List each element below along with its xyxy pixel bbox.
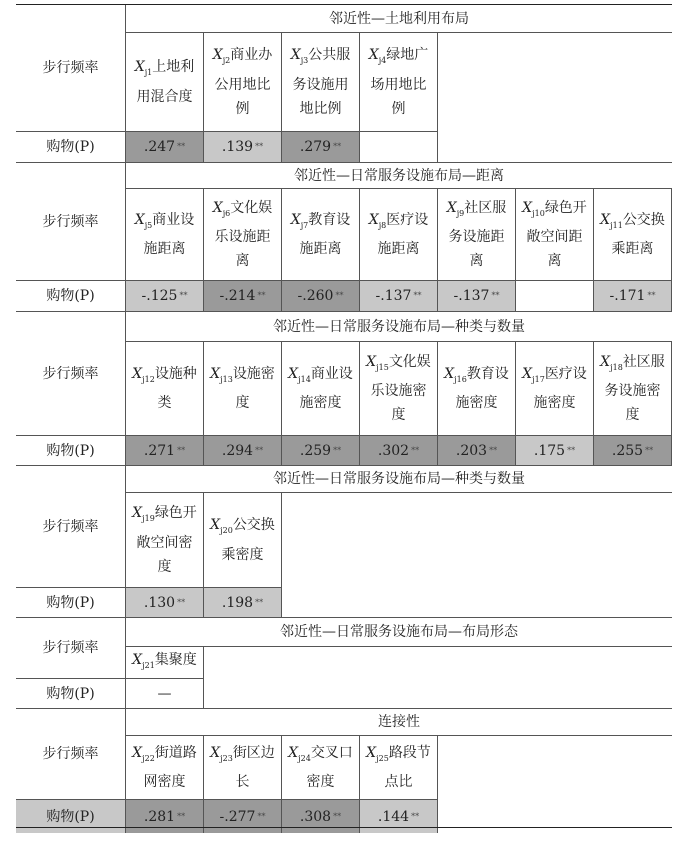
- row-label-shopping: 购物(P): [16, 132, 126, 162]
- variable-header-xj24: $X_{j24}$交叉口密度: [282, 736, 360, 800]
- section-3: [16, 311, 672, 465]
- value-cell-xj2: .139 **: [204, 132, 282, 162]
- value-cell-xj6: -.214 **: [204, 281, 282, 311]
- variable-header-xj17: $X_{j17}$医疗设施密度: [516, 342, 594, 436]
- section-5: [16, 617, 672, 708]
- section-1: [16, 4, 672, 162]
- value-cell-xj14: .259 **: [282, 436, 360, 465]
- value-cell-xj21: —: [126, 679, 204, 708]
- value-cell-xj22: .281 **: [126, 800, 204, 833]
- section-title: 邻近性—日常服务设施布局—布局形态: [126, 618, 672, 647]
- value-cell-xj15: .302 **: [360, 436, 438, 465]
- row-label-shopping: 购物(P): [16, 588, 126, 617]
- row-label-shopping: 购物(P): [16, 281, 126, 311]
- variable-header-xj20: $X_{j20}$公交换乘密度: [204, 493, 282, 588]
- variable-header-xj19: $X_{j19}$绿色开敞空间密度: [126, 493, 204, 588]
- value-cell-xj23: -.277 **: [204, 800, 282, 833]
- variable-header-xj8: $X_{j8}$医疗设施距离: [360, 189, 438, 281]
- value-cell-xj24: .308 **: [282, 800, 360, 833]
- value-cell-xj18: .255 **: [594, 436, 672, 465]
- value-cell-xj4: [360, 132, 438, 162]
- section-title: 邻近性—日常服务设施布局—种类与数量: [126, 466, 672, 493]
- section-title: 邻近性—日常服务设施布局—距离: [126, 163, 672, 189]
- variable-header-xj5: $X_{j5}$商业设施距离: [126, 189, 204, 281]
- row-label-walking-frequency: 步行频率: [16, 618, 126, 679]
- variable-header-xj10: $X_{j10}$绿色开敞空间距离: [516, 189, 594, 281]
- section-title: 连接性: [126, 709, 672, 736]
- variable-header-xj1: $X_{j1}$上地利用混合度: [126, 33, 204, 132]
- row-label-shopping: 购物(P): [16, 436, 126, 465]
- variable-header-xj14: $X_{j14}$商业设施密度: [282, 342, 360, 436]
- variable-header-xj15: $X_{j15}$文化娱乐设施密度: [360, 342, 438, 436]
- variable-header-xj3: $X_{j3}$公共服务设施用地比例: [282, 33, 360, 132]
- value-cell-xj10: [516, 281, 594, 311]
- row-label-walking-frequency: 步行频率: [16, 5, 126, 132]
- correlation-table: [16, 4, 672, 833]
- row-label-walking-frequency: 步行频率: [16, 163, 126, 281]
- section-title: 邻近性—土地利用布局: [126, 5, 672, 33]
- variable-header-xj25: $X_{j25}$路段节点比: [360, 736, 438, 800]
- variable-header-xj22: $X_{j22}$街道路网密度: [126, 736, 204, 800]
- value-cell-xj11: -.171 **: [594, 281, 672, 311]
- table-bottom-rule: [16, 827, 672, 828]
- row-label-walking-frequency: 步行频率: [16, 312, 126, 436]
- row-label-walking-frequency: 步行频率: [16, 466, 126, 588]
- variable-header-xj11: $X_{j11}$公交换乘距离: [594, 189, 672, 281]
- value-cell-xj17: .175 **: [516, 436, 594, 465]
- variable-header-xj23: $X_{j23}$街区边长: [204, 736, 282, 800]
- variable-header-xj18: $X_{j18}$社区服务设施密度: [594, 342, 672, 436]
- value-cell-xj8: -.137 **: [360, 281, 438, 311]
- value-cell-xj9: -.137 **: [438, 281, 516, 311]
- value-cell-xj1: .247 **: [126, 132, 204, 162]
- value-cell-xj12: .271 **: [126, 436, 204, 465]
- value-cell-xj5: -.125 **: [126, 281, 204, 311]
- variable-header-xj7: $X_{j7}$教育设施距离: [282, 189, 360, 281]
- variable-header-xj21: $X_{j21}$集聚度: [126, 647, 204, 679]
- variable-header-xj12: $X_{j12}$设施种类: [126, 342, 204, 436]
- variable-header-xj16: $X_{j16}$教育设施密度: [438, 342, 516, 436]
- variable-header-xj6: $X_{j6}$文化娱乐设施距离: [204, 189, 282, 281]
- row-label-shopping: 购物(P): [16, 679, 126, 708]
- section-4: [16, 465, 672, 617]
- section-2: [16, 162, 672, 311]
- section-6: [16, 708, 672, 833]
- value-cell-xj19: .130 **: [126, 588, 204, 617]
- row-label-shopping: 购物(P): [16, 800, 126, 833]
- value-cell-xj13: .294 **: [204, 436, 282, 465]
- value-cell-xj20: .198 **: [204, 588, 282, 617]
- value-cell-xj7: -.260 **: [282, 281, 360, 311]
- section-title: 邻近性—日常服务设施布局—种类与数量: [126, 312, 672, 342]
- variable-header-xj13: $X_{j13}$设施密度: [204, 342, 282, 436]
- variable-header-xj2: $X_{j2}$商业办公用地比例: [204, 33, 282, 132]
- row-label-walking-frequency: 步行频率: [16, 709, 126, 800]
- value-cell-xj3: .279 **: [282, 132, 360, 162]
- variable-header-xj9: $X_{j9}$社区服务设施距离: [438, 189, 516, 281]
- value-cell-xj16: .203 **: [438, 436, 516, 465]
- value-cell-xj25: .144 **: [360, 800, 438, 833]
- variable-header-xj4: $X_{j4}$绿地广场用地比例: [360, 33, 438, 132]
